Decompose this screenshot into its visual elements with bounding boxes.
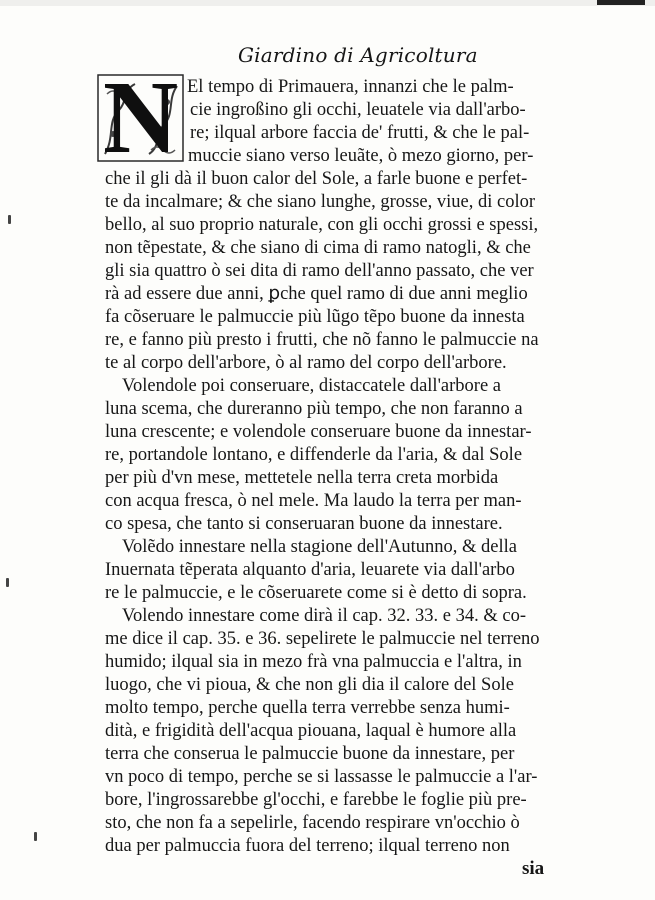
text-line: Volẽdo innestare nella stagione dell'Autunno, & della (122, 537, 517, 557)
text-line: sto, che non fa a sepelirle, facendo respirare vn'occhio ò (105, 813, 520, 833)
text-line: vn poco di tempo, perche se si lassasse le palmuccie a l'ar- (105, 767, 538, 787)
text-line: humido; ilqual sia in mezo frà vna palmuccia e l'altra, in (105, 652, 522, 672)
text-line: re, e fanno più presto i frutti, che nõ fanno le palmuccie na (105, 330, 539, 350)
text-line: fa cõseruare le palmuccie più lũgo tẽpo buone da innesta (105, 307, 525, 327)
text-line: co spesa, che tanto si conseruaran buone da innestare. (105, 514, 503, 534)
text-line: te da incalmare; & che siano lunghe, grosse, viue, di color (105, 192, 535, 212)
text-line: Inuernata tẽperata alquanto d'aria, leuarete via dall'arbo (105, 560, 515, 580)
text-line: che il gli dà il buon calor del Sole, a farle buone e perfet- (105, 169, 528, 189)
text-line: cie ingroßino gli occhi, leuatele via dall'arbo- (190, 100, 526, 120)
text-line: luogo, che vi pioua, & che non gli dia il calore del Sole (105, 675, 514, 695)
text-line: luna crescente; e volendole conseruare buone da innestar- (105, 422, 532, 442)
text-line: dua per palmuccia fuora del terreno; ilqual terreno non (105, 836, 510, 856)
text-line: Volendole poi conseruare, distaccatele dall'arbore a (122, 376, 501, 396)
text-line: rà ad essere due anni, ꝑche quel ramo di due anni meglio (105, 284, 528, 304)
text-line: me dice il cap. 35. e 36. sepelirete le palmuccie nel terreno (105, 629, 540, 649)
running-head: Giardino di Agricoltura (238, 43, 478, 67)
text-line: terra che conserua le palmuccie buone da innestare, per (105, 744, 515, 764)
text-line: gli sia quattro ò sei dita di ramo dell'anno passato, che ver (105, 261, 534, 281)
text-line: re le palmuccie, e le cõseruarete come si è detto di sopra. (105, 583, 527, 603)
text-line: per più d'vn mese, mettetele nella terra creta morbida (105, 468, 499, 488)
catchword: sia (522, 858, 545, 879)
text-line: re, portandole lontano, e diffenderle da l'aria, & dal Sole (105, 445, 523, 465)
text-line: bello, al suo proprio naturale, con gli occhi grossi e spessi, (105, 215, 539, 235)
text-line: molto tempo, perche quella terra verrebbe senza humi- (105, 698, 510, 718)
text-line: non tẽpestate, & che siano di cima di ramo natogli, & che (105, 238, 531, 258)
text-line: dità, e frigidità dell'acqua piouana, laqual è humore alla (105, 721, 517, 741)
drop-cap-letter: N (102, 74, 179, 162)
text-line: muccie siano verso leuãte, ò mezo giorno, per- (188, 146, 534, 166)
text-line: Volendo innestare come dirà il cap. 32. 33. e 34. & co- (122, 606, 526, 626)
text-line: te al corpo dell'arbore, ò al ramo del corpo dell'arbore. (105, 353, 507, 373)
text-line: re; ilqual arbore faccia de' frutti, & che le pal- (190, 123, 530, 143)
text-line: con acqua fresca, ò nel mele. Ma laudo la terra per man- (105, 491, 522, 511)
text-line: bore, l'ingrossarebbe gl'occhi, e farebbe le foglie più pre- (105, 790, 527, 810)
text-line: El tempo di Primauera, innanzi che le palm- (187, 77, 514, 97)
text-line: luna scema, che dureranno più tempo, che non faranno a (105, 399, 523, 419)
